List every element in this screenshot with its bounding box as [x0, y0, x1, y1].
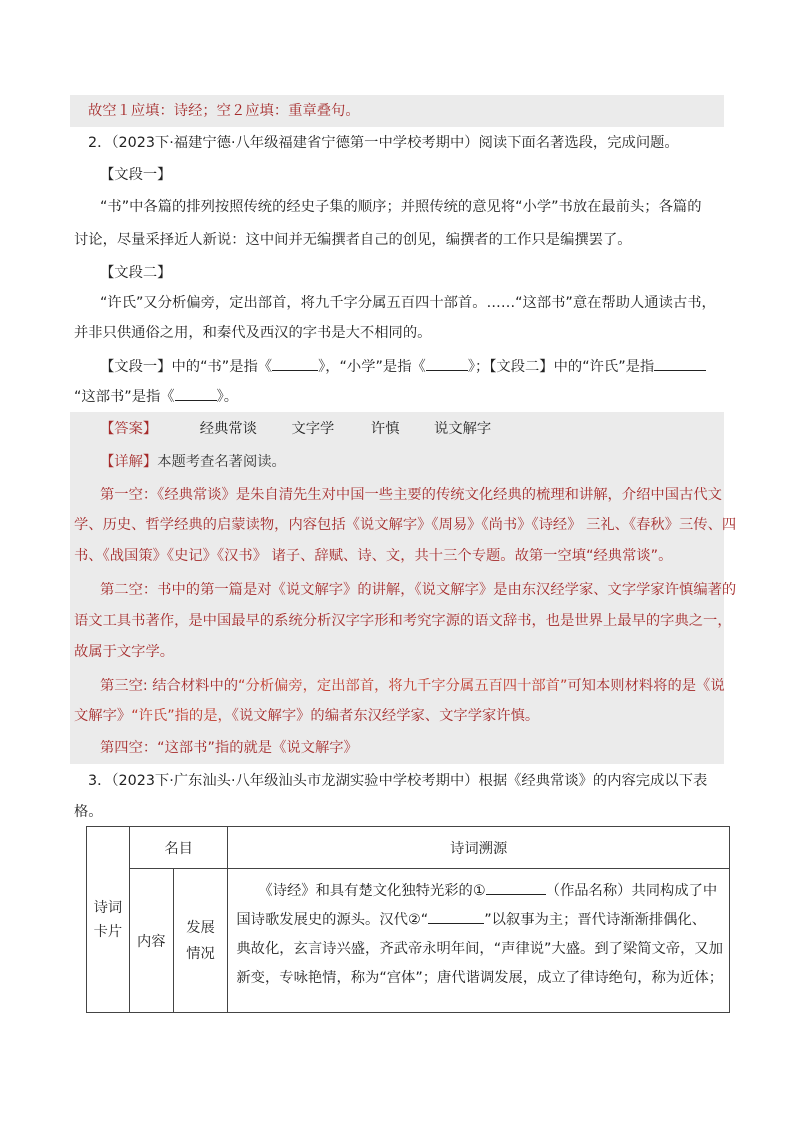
- answer-2: 文字学: [291, 421, 335, 437]
- q2-header: [88, 133, 679, 153]
- blank-work-name[interactable]: [486, 880, 546, 895]
- segment1-line2: 讨论，尽量采择近人新说：这中间并无编撰者自己的创见，编撰者的工作只是编撰罢了。: [74, 232, 632, 248]
- dev-text-cell: [228, 869, 730, 1013]
- answer-1: 经典常谈: [199, 421, 257, 437]
- dev-text-line2: [236, 906, 723, 935]
- prompt-line2-part2: 》。: [216, 389, 239, 405]
- answer-row: [100, 419, 519, 439]
- answer-label: 【答案】: [100, 421, 158, 437]
- p3-suffix: 可知本则材料将的是《说: [567, 678, 725, 694]
- q2-prompt-line2: [74, 386, 238, 407]
- detail-p1-line2: 学、历史、哲学经典的启蒙读物，内容包括《说文解字》《周易》《尚书》《诗经》 三礼、《春秋》三传、四: [74, 517, 737, 533]
- poetry-card-table: [86, 826, 730, 1013]
- p3-line2-prefix: 文解字》: [74, 708, 132, 724]
- blank-4[interactable]: [175, 386, 217, 401]
- q2-instruction: 阅读下面名著选段，完成问题。: [478, 135, 679, 151]
- p3-line2-quote: “许氏”指的是，: [131, 708, 232, 724]
- content-label: 内容: [129, 869, 173, 1013]
- q3-line2: 格。: [74, 804, 103, 820]
- detail-p4: 第四空：“这部书”指的就是《说文解字》: [100, 740, 358, 756]
- row-label: 诗词卡片: [93, 899, 123, 940]
- dev-text-line4: 新变，专咏艳情，称为“宫体”；唐代谐调发展，成立了律诗绝句，称为近体；: [236, 970, 723, 986]
- blank-1[interactable]: [272, 356, 318, 371]
- p3-prefix: 第三空: 结合材料中的: [100, 678, 239, 694]
- dev-text-line3: 典故化，玄言诗兴盛，齐武帝永明年间，“声律说”大盛。到了梁简文帝，又加: [236, 941, 723, 957]
- dev-text-line1-b: （作品名称）共同构成了中: [545, 883, 718, 899]
- detail-label: 【详解】: [100, 454, 158, 470]
- segment1-label: 【文段一】: [100, 167, 172, 183]
- dev-text-line2-a: 国诗歌发展史的源头。汉代②“: [236, 912, 429, 928]
- detail-intro: 本题考查名著阅读。: [157, 454, 286, 470]
- prompt-line2-part1: “这部书”是指《: [74, 389, 175, 405]
- prompt-part1: 【文段一】中的“书”是指《: [100, 359, 273, 375]
- p3-line2-suffix: 《说文解字》的编者东汉经学家、文字学家许慎。: [231, 708, 540, 724]
- q2-source: （2023下·福建宁德·八年级福建省宁德第一中学校考期中）: [111, 135, 479, 151]
- top-answer-line: 故空１应填：诗经；空２应填：重章叠句。: [88, 103, 360, 119]
- blank-han-poetry[interactable]: [428, 909, 484, 924]
- detail-p2-line3: 故属于文字学。: [74, 644, 175, 660]
- answer-4: 说文解字: [434, 421, 492, 437]
- detail-p3-line1: [100, 676, 725, 696]
- detail-p2-line1: 第二空：书中的第一篇是对《说文解字》的讲解，《说文解字》是由东汉经学家、文字学家许慎编著的: [100, 582, 737, 598]
- dev-label: 发展情况: [186, 919, 215, 962]
- q2-prompt-line1: [100, 356, 706, 377]
- header-name: 名目: [129, 827, 228, 869]
- detail-p2-line2: 语文工具书著作，是中国最早的系统分析汉字字形和考究字源的语文辞书，也是世界上最早的字典之一，: [74, 613, 732, 629]
- dev-text-line2-b: ”以叙事为主；晋代诗渐渐排偶化、: [484, 912, 707, 928]
- segment2-line2: 并非只供通俗之用，和秦代及西汉的字书是大不相同的。: [74, 325, 432, 341]
- segment2-line1: “许氏”又分析偏旁，定出部首，将九千字分属五百四十部首。……“这部书”意在帮助人通读古书，: [100, 295, 716, 311]
- answer-3: 许慎: [370, 421, 400, 437]
- detail-p3-line2: [74, 706, 539, 726]
- blank-2[interactable]: [426, 356, 468, 371]
- detail-p1-line3: 书、《战国策》《史记》《汉书》 诸子、辞赋、诗、文，共十三个专题。故第一空填“经典常谈”。: [74, 548, 673, 564]
- prompt-part2: 》，“小学”是指《: [318, 359, 426, 375]
- detail-heading: [100, 452, 286, 472]
- segment1-line1: “书”中各篇的排列按照传统的经史子集的顺序；并照传统的意见将“小学”书放在最前头；各篇的: [100, 199, 702, 215]
- detail-p1-line1: 第一空：《经典常谈》是朱自清先生对中国一些主要的传统文化经典的梳理和讲解，介绍中国古代文: [100, 487, 722, 503]
- prompt-part3: 》；【文段二】中的“许氏”是指: [467, 359, 655, 375]
- dev-label-cell: [173, 869, 228, 1013]
- segment2-label: 【文段二】: [100, 265, 172, 281]
- q3-line1: 3．（2023下·广东汕头·八年级汕头市龙湖实验中学校考期中）根据《经典常谈》的内容完成以下表: [88, 773, 708, 789]
- dev-text-line1: [236, 877, 723, 906]
- q2-number: 2．: [88, 135, 112, 151]
- header-source: 诗词溯源: [228, 827, 730, 869]
- dev-text-line1-a: 《诗经》和具有楚文化独特光彩的①: [258, 883, 486, 899]
- blank-3[interactable]: [654, 356, 706, 371]
- row-label-cell: [87, 827, 130, 1013]
- p3-quote: “分析偏旁，定出部首，将九千字分属五百四十部首”: [238, 678, 568, 694]
